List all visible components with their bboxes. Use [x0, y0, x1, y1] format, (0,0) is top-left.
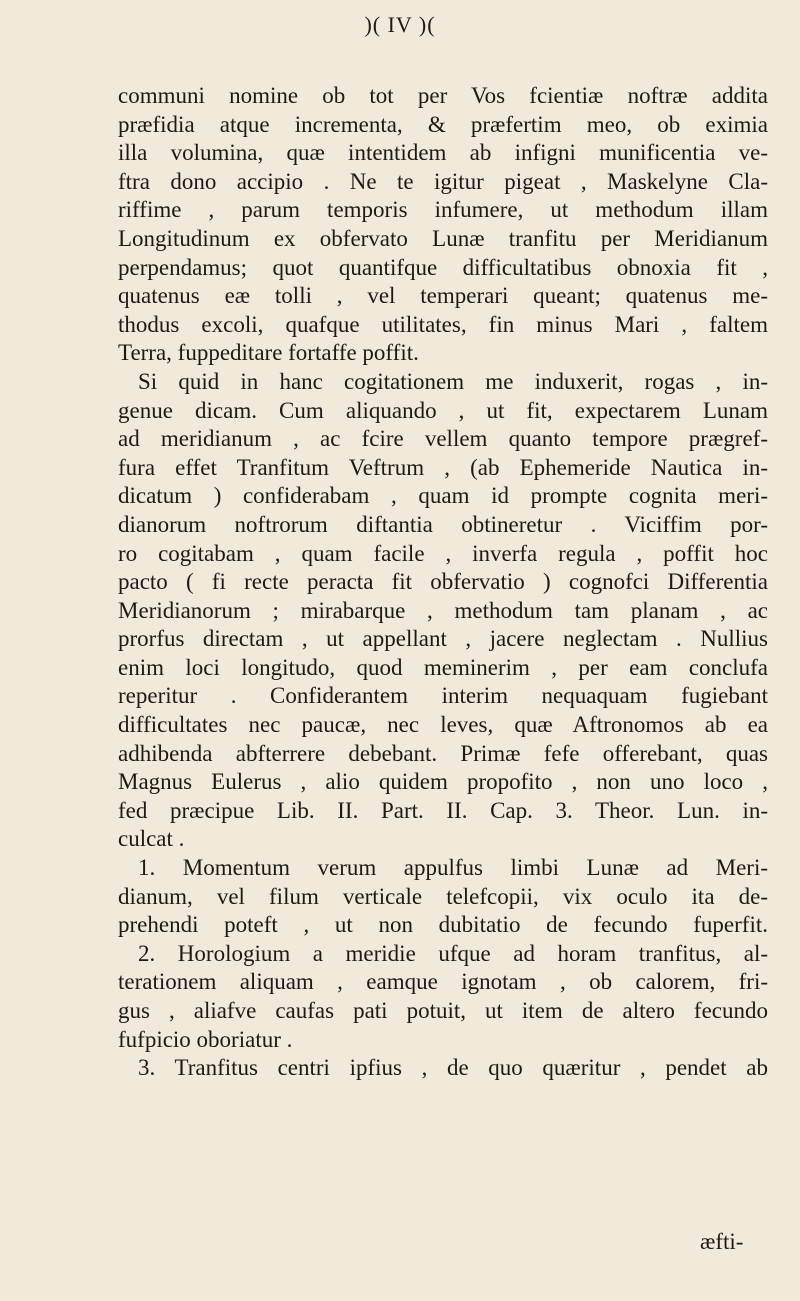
text-line: dianorum noftrorum diftantia obtineretur . Viciffim por- — [118, 511, 768, 537]
text-line: thodus excoli, quafque utilitates, fin minus Mari , faltem — [118, 311, 768, 337]
text-line: fura effet Tranfitum Veftrum , (ab Ephemeride Nautica in- — [118, 454, 768, 480]
text-line: genue dicam. Cum aliquando , ut fit, expectarem Lunam — [118, 397, 768, 423]
text-line: præfidia atque incrementa, & præfertim meo, ob eximia — [118, 111, 768, 137]
text-line: pacto ( fi recte peracta fit obfervatio ) cognofci Differentia — [118, 569, 768, 595]
text-line: Meridianorum ; mirabarque , methodum tam planam , ac — [118, 597, 768, 623]
text-line: culcat . — [118, 826, 185, 852]
text-line: 3. Tranfitus centri ipfius , de quo quæritur , pendet ab — [138, 1055, 768, 1081]
text-line: 2. Horologium a meridie ufque ad horam tranfitus, al- — [138, 940, 768, 966]
text-line: enim loci longitudo, quod meminerim , per eam conclufa — [118, 654, 768, 680]
text-line: 1. Momentum verum appulfus limbi Lunæ ad Meri- — [138, 855, 768, 881]
text-line: ftra dono accipio . Ne te igitur pigeat , Maskelyne Cla- — [118, 168, 768, 194]
text-line: dicatum ) confiderabam , quam id prompte cognita meri- — [118, 483, 768, 509]
text-line: prehendi poteft , ut non dubitatio de fecundo fuperfit. — [118, 912, 768, 938]
text-line: difficultates nec paucæ, nec leves, quæ Aftronomos ab ea — [118, 712, 768, 738]
text-line: fed præcipue Lib. II. Part. II. Cap. 3. Theor. Lun. in- — [118, 797, 768, 823]
text-line: gus , aliafve caufas pati potuit, ut item de altero fecundo — [118, 998, 768, 1023]
text-line: Si quid in hanc cogitationem me induxerit, rogas , in- — [138, 368, 768, 394]
text-line: perpendamus; quot quantifque difficultatibus obnoxia fit , — [118, 254, 768, 280]
catchword: æfti- — [700, 1229, 744, 1254]
text-line: quatenus eæ tolli , vel temperari queant; quatenus me- — [118, 283, 768, 309]
text-line: Longitudinum ex obfervato Lunæ tranfitu per Meridianum — [118, 225, 768, 251]
text-line: communi nomine ob tot per Vos fcientiæ noftræ addita — [118, 83, 768, 108]
text-line: Magnus Eulerus , alio quidem propofito , non uno loco , — [118, 769, 768, 795]
text-line: reperitur . Confiderantem interim nequaquam fugiebant — [118, 683, 768, 709]
text-line: Terra, fuppeditare fortaffe poffit. — [118, 340, 419, 366]
text-line: prorfus directam , ut appellant , jacere neglectam . Nullius — [118, 626, 768, 652]
text-line: fufpicio oboriatur . — [118, 1026, 293, 1052]
text-line: illa volumina, quæ intentidem ab infigni munificentia ve- — [118, 140, 768, 166]
text-line: ro cogitabam , quam facile , inverfa regula , poffit hoc — [118, 540, 768, 566]
text-body — [118, 82, 768, 1083]
text-line: dianum, vel filum verticale telefcopii, vix oculo ita de- — [118, 883, 768, 909]
text-line: ad meridianum , ac fcire vellem quanto tempore prægref- — [118, 426, 768, 452]
text-line: terationem aliquam , eamque ignotam , ob calorem, fri- — [118, 969, 768, 995]
page-header: )( IV )( — [364, 12, 436, 37]
text-line: riffime , parum temporis infumere, ut methodum illam — [118, 197, 768, 223]
text-line: adhibenda abfterrere debebant. Primæ fefe offerebant, quas — [118, 740, 768, 766]
